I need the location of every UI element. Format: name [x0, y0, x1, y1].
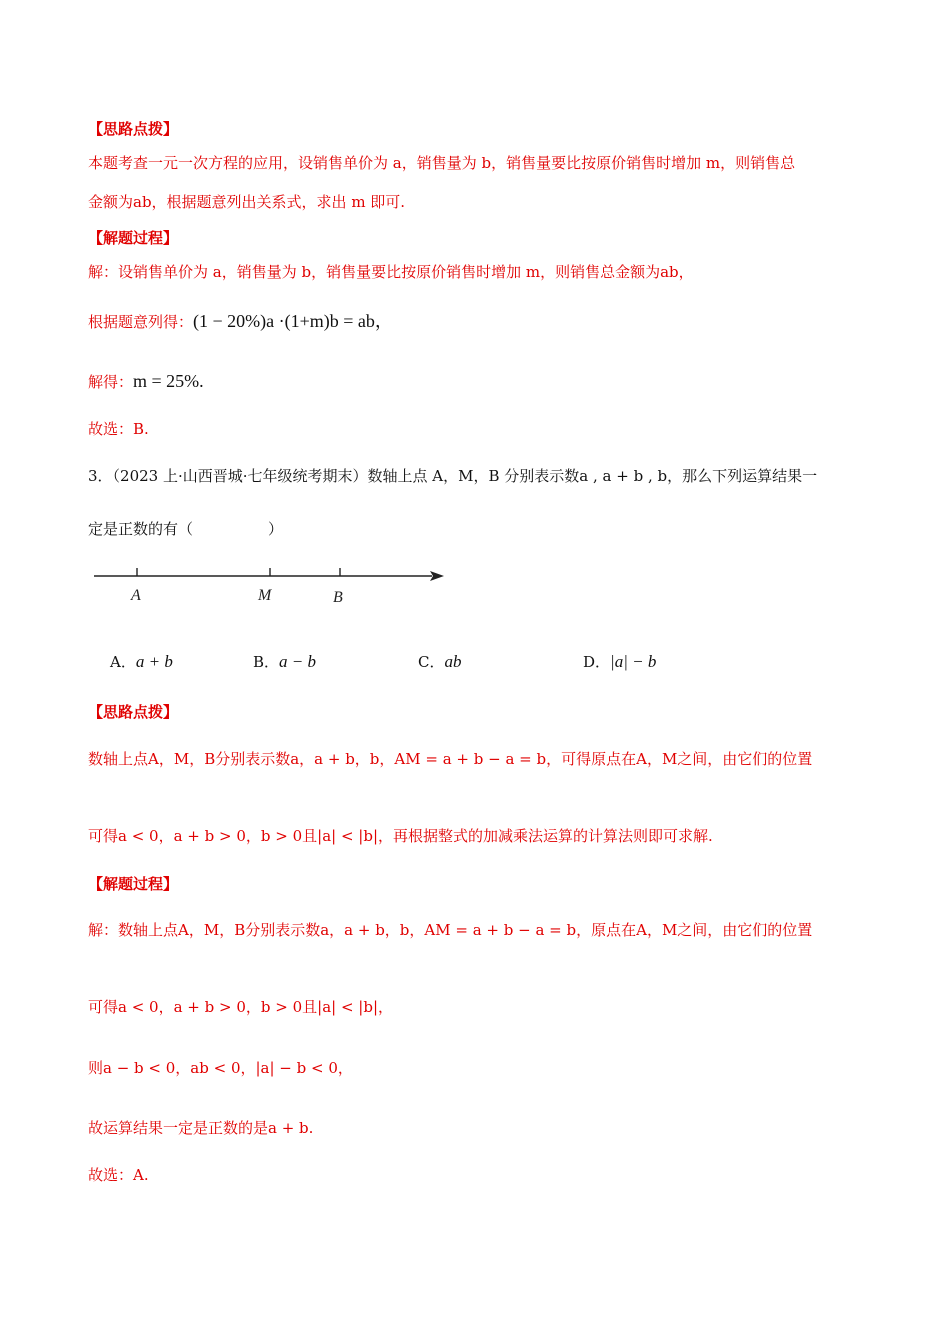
- hint-heading-q3: 【思路点拨】: [88, 703, 179, 721]
- option-d[interactable]: [583, 652, 656, 672]
- hint-text-line-1: 本题考查一元一次方程的应用，设销售单价为 a，销售量为 b，销售量要比按原价销售时增加 m，则销售总: [88, 154, 796, 172]
- hint-text-line-2: 金额为ab，根据题意列出关系式，求出 m 即可.: [88, 193, 406, 211]
- equation-math: (1 − 20%)a ·(1+m)b = ab，: [193, 311, 393, 331]
- option-c-expr: ab: [444, 652, 462, 671]
- option-b-expr: a − b: [279, 652, 317, 671]
- solution-q3-line-3: 则a − b < 0，ab < 0，|a| − b < 0，: [88, 1059, 353, 1077]
- option-a[interactable]: [110, 652, 173, 672]
- option-d-letter: D．: [583, 653, 611, 671]
- option-b[interactable]: [253, 652, 316, 672]
- question-3-stem-line-2: 定是正数的有（ ）: [88, 520, 284, 538]
- option-b-letter: B．: [253, 653, 280, 671]
- label-a: A: [131, 587, 141, 604]
- result-label: 解得：: [88, 373, 134, 391]
- number-line-arrow: [430, 571, 444, 581]
- question-3-stem-line-1: 3．（2023 上·山西晋城·七年级统考期末）数轴上点 A，M，B 分别表示数a , a + b , b，那么下列运算结果一: [88, 467, 818, 485]
- solution-equation: [88, 311, 393, 332]
- option-a-letter: A．: [110, 653, 136, 671]
- option-a-expr: a + b: [135, 652, 173, 671]
- solution-result: [88, 371, 204, 392]
- solution-heading-q3: 【解题过程】: [88, 875, 179, 893]
- hint-q3-line-1: 数轴上点A，M，B分别表示数a，a + b，b，AM = a + b − a = b，可得原点在A，M之间，由它们的位置: [88, 750, 813, 768]
- solution-line-1: 解：设销售单价为 a，销售量为 b，销售量要比按原价销售时增加 m，则销售总金额为ab，: [88, 263, 694, 281]
- option-c-letter: C．: [418, 653, 445, 671]
- number-line-figure: [90, 560, 450, 610]
- answer-q2: 故选：B.: [88, 420, 149, 438]
- solution-q3-line-4: 故运算结果一定是正数的是a + b.: [88, 1119, 314, 1137]
- label-m: M: [258, 587, 272, 604]
- result-math: m = 25%.: [133, 371, 204, 391]
- solution-q3-line-2: 可得a < 0，a + b > 0，b > 0且|a| < |b|，: [88, 998, 394, 1016]
- option-d-expr: |a| − b: [610, 652, 657, 671]
- solution-heading-q2: 【解题过程】: [88, 229, 179, 247]
- equation-label: 根据题意列得：: [88, 313, 194, 331]
- solution-q3-line-1: 解：数轴上点A，M，B分别表示数a，a + b，b，AM = a + b − a = b，原点在A，M之间，由它们的位置: [88, 921, 813, 939]
- answer-q3: 故选：A.: [88, 1166, 149, 1184]
- hint-q3-line-2: 可得a < 0，a + b > 0，b > 0且|a| < |b|，再根据整式的加减乘法运算的计算法则即可求解.: [88, 827, 713, 845]
- label-b: B: [333, 589, 343, 606]
- hint-heading-q2: 【思路点拨】: [88, 120, 179, 138]
- option-c[interactable]: [418, 652, 461, 672]
